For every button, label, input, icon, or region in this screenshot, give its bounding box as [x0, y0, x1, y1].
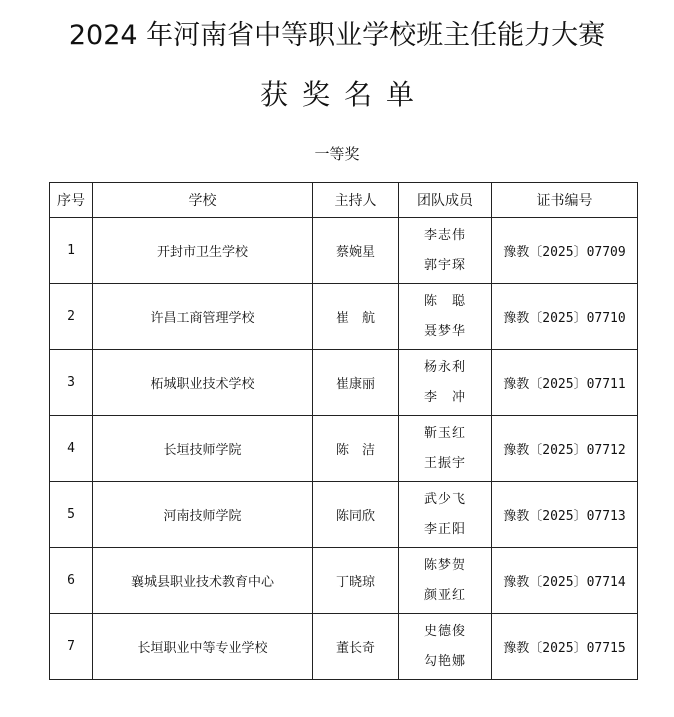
- row-team: [399, 350, 492, 416]
- row-school: 柘城职业技术学校: [93, 350, 313, 416]
- row-cert: 豫教〔2025〕07713: [492, 482, 638, 548]
- row-host: 丁晓琼: [313, 548, 399, 614]
- row-no: 4: [50, 416, 93, 482]
- table-row: [50, 614, 638, 680]
- row-school: 开封市卫生学校: [93, 218, 313, 284]
- row-team: [399, 284, 492, 350]
- document-subtitle: 获奖名单: [259, 78, 428, 111]
- row-host: 崔康丽: [313, 350, 399, 416]
- team-member: 王振宇: [423, 455, 466, 471]
- team-member: 武少飞: [423, 491, 466, 507]
- team-member: 陈梦贺: [423, 557, 466, 573]
- award-table: [49, 182, 638, 680]
- row-cert: 豫教〔2025〕07711: [492, 350, 638, 416]
- table-row: [50, 548, 638, 614]
- team-member: 陈 聪: [423, 293, 466, 309]
- row-cert: 豫教〔2025〕07709: [492, 218, 638, 284]
- table-row: [50, 416, 638, 482]
- row-team: [399, 482, 492, 548]
- row-no: 3: [50, 350, 93, 416]
- award-section-heading: 一等奖: [314, 145, 360, 163]
- header-school: 学校: [93, 183, 313, 218]
- team-member: 李志伟: [423, 227, 466, 243]
- row-cert: 豫教〔2025〕07710: [492, 284, 638, 350]
- row-host: 董长奇: [313, 614, 399, 680]
- document-title: 2024 年河南省中等职业学校班主任能力大赛: [68, 20, 606, 51]
- table-row: [50, 482, 638, 548]
- row-school: 长垣技师学院: [93, 416, 313, 482]
- row-no: 5: [50, 482, 93, 548]
- team-member: 聂梦华: [423, 323, 466, 339]
- header-host: 主持人: [313, 183, 399, 218]
- row-cert: 豫教〔2025〕07714: [492, 548, 638, 614]
- team-member: 郭宇琛: [423, 257, 466, 273]
- team-member: 史德俊: [423, 623, 466, 639]
- row-no: 6: [50, 548, 93, 614]
- table-header-row: [50, 183, 638, 218]
- row-host: 崔 航: [313, 284, 399, 350]
- row-host: 陈 洁: [313, 416, 399, 482]
- row-team: [399, 548, 492, 614]
- row-cert: 豫教〔2025〕07712: [492, 416, 638, 482]
- row-team: [399, 614, 492, 680]
- team-member: 靳玉红: [423, 425, 466, 441]
- row-no: 7: [50, 614, 93, 680]
- header-cert: 证书编号: [492, 183, 638, 218]
- team-member: 勾艳娜: [423, 653, 466, 669]
- table-row: [50, 284, 638, 350]
- row-host: 蔡婉星: [313, 218, 399, 284]
- team-member: 李正阳: [423, 521, 466, 537]
- team-member: 杨永利: [423, 359, 466, 375]
- team-member: 颜亚红: [423, 587, 466, 603]
- row-team: [399, 416, 492, 482]
- row-no: 1: [50, 218, 93, 284]
- row-school: 河南技师学院: [93, 482, 313, 548]
- team-member: 李 冲: [423, 389, 466, 405]
- table-row: [50, 218, 638, 284]
- header-no: 序号: [50, 183, 93, 218]
- header-team: 团队成员: [399, 183, 492, 218]
- row-school: 襄城县职业技术教育中心: [93, 548, 313, 614]
- row-school: 长垣职业中等专业学校: [93, 614, 313, 680]
- row-host: 陈同欣: [313, 482, 399, 548]
- row-no: 2: [50, 284, 93, 350]
- row-cert: 豫教〔2025〕07715: [492, 614, 638, 680]
- table-row: [50, 350, 638, 416]
- row-school: 许昌工商管理学校: [93, 284, 313, 350]
- row-team: [399, 218, 492, 284]
